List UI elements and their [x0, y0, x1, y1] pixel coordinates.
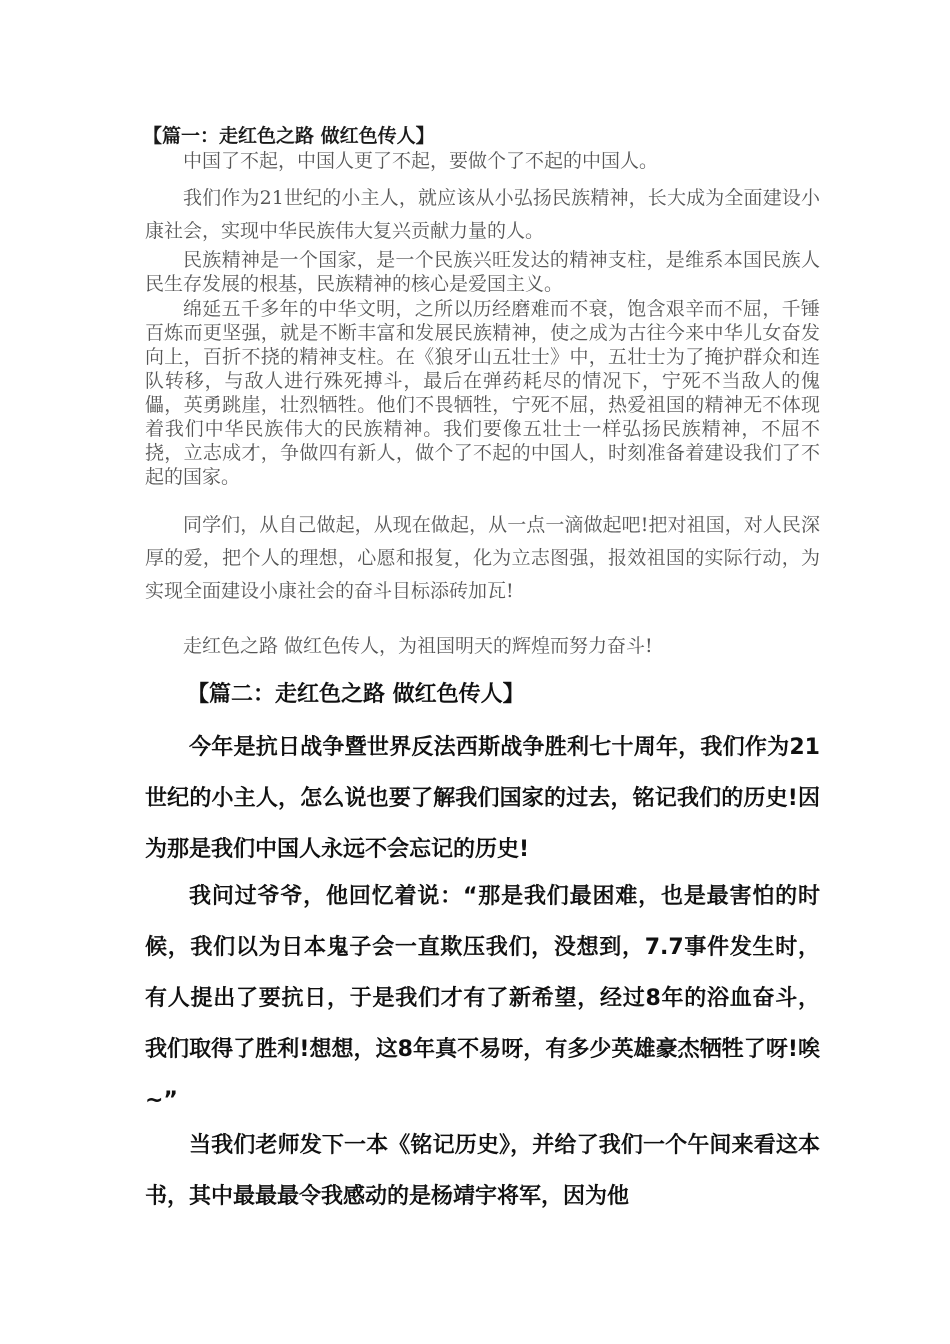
section2-paragraph-1: 今年是抗日战争暨世界反法西斯战争胜利七十周年，我们作为21世纪的小主人，怎么说也要了解我们国家的过去，铭记我们的历史!因为那是我们中国人永远不会忘记的历史! [145, 735, 820, 862]
section1-paragraph-3: 民族精神是一个国家，是一个民族兴旺发达的精神支柱，是维系本国民族人民生存发展的根基，民族精神的核心是爱国主义。 [145, 249, 820, 295]
section1-paragraph-1: 中国了不起，中国人更了不起，要做个了不起的中国人。 [183, 150, 659, 172]
section1-paragraph-4: 绵延五千多年的中华文明，之所以历经磨难而不衰，饱含艰辛而不屈，千锤百炼而更坚强，就是不断丰富和发展民族精神，使之成为古往今来中华儿女奋发向上，百折不挠的精神支柱。在《狼牙山五壮士》中，五壮士为了掩护群众和连队转移，与敌人进行殊死搏斗，最后在弹药耗尽的情况下，宁死不当敌人的傀儡，英勇跳崖，壮烈牺牲。他们不畏牺牲，宁死不屈，热爱祖国的精神无不体现着我们中华民族伟大的民族精神。我们要像五壮士一样弘扬民族精神，不屈不挠，立志成才，争做四有新人，做个了不起的中国人，时刻准备着建设我们了不起的国家。 [145, 298, 820, 488]
section1-paragraph-2: 我们作为21世纪的小主人，就应该从小弘扬民族精神，长大成为全面建设小康社会，实现中华民族伟大复兴贡献力量的人。 [145, 187, 820, 242]
section2-title: 【篇二：走红色之路 做红色传人】 [187, 682, 525, 707]
section2-paragraph-3: 当我们老师发下一本《铭记历史》，并给了我们一个午间来看这本书，其中最最最令我感动的是杨靖宇将军，因为他 [145, 1133, 820, 1209]
section1-paragraph-6: 走红色之路 做红色传人，为祖国明天的辉煌而努力奋斗! [183, 635, 653, 657]
section1-title: 【篇一：走红色之路 做红色传人】 [143, 125, 435, 147]
section1-paragraph-5: 同学们，从自己做起，从现在做起，从一点一滴做起吧!把对祖国，对人民深厚的爱，把个人的理想，心愿和报复，化为立志图强，报效祖国的实际行动，为实现全面建设小康社会的奋斗目标添砖加瓦! [145, 514, 820, 602]
section2-paragraph-2: 我问过爷爷，他回忆着说：“那是我们最困难，也是最害怕的时候，我们以为日本鬼子会一直欺压我们，没想到，7.7事件发生时，有人提出了要抗日，于是我们才有了新希望，经过8年的浴血奋斗，我们取得了胜利!想想，这8年真不易呀，有多少英雄豪杰牺牲了呀!唉~” [145, 884, 820, 1113]
